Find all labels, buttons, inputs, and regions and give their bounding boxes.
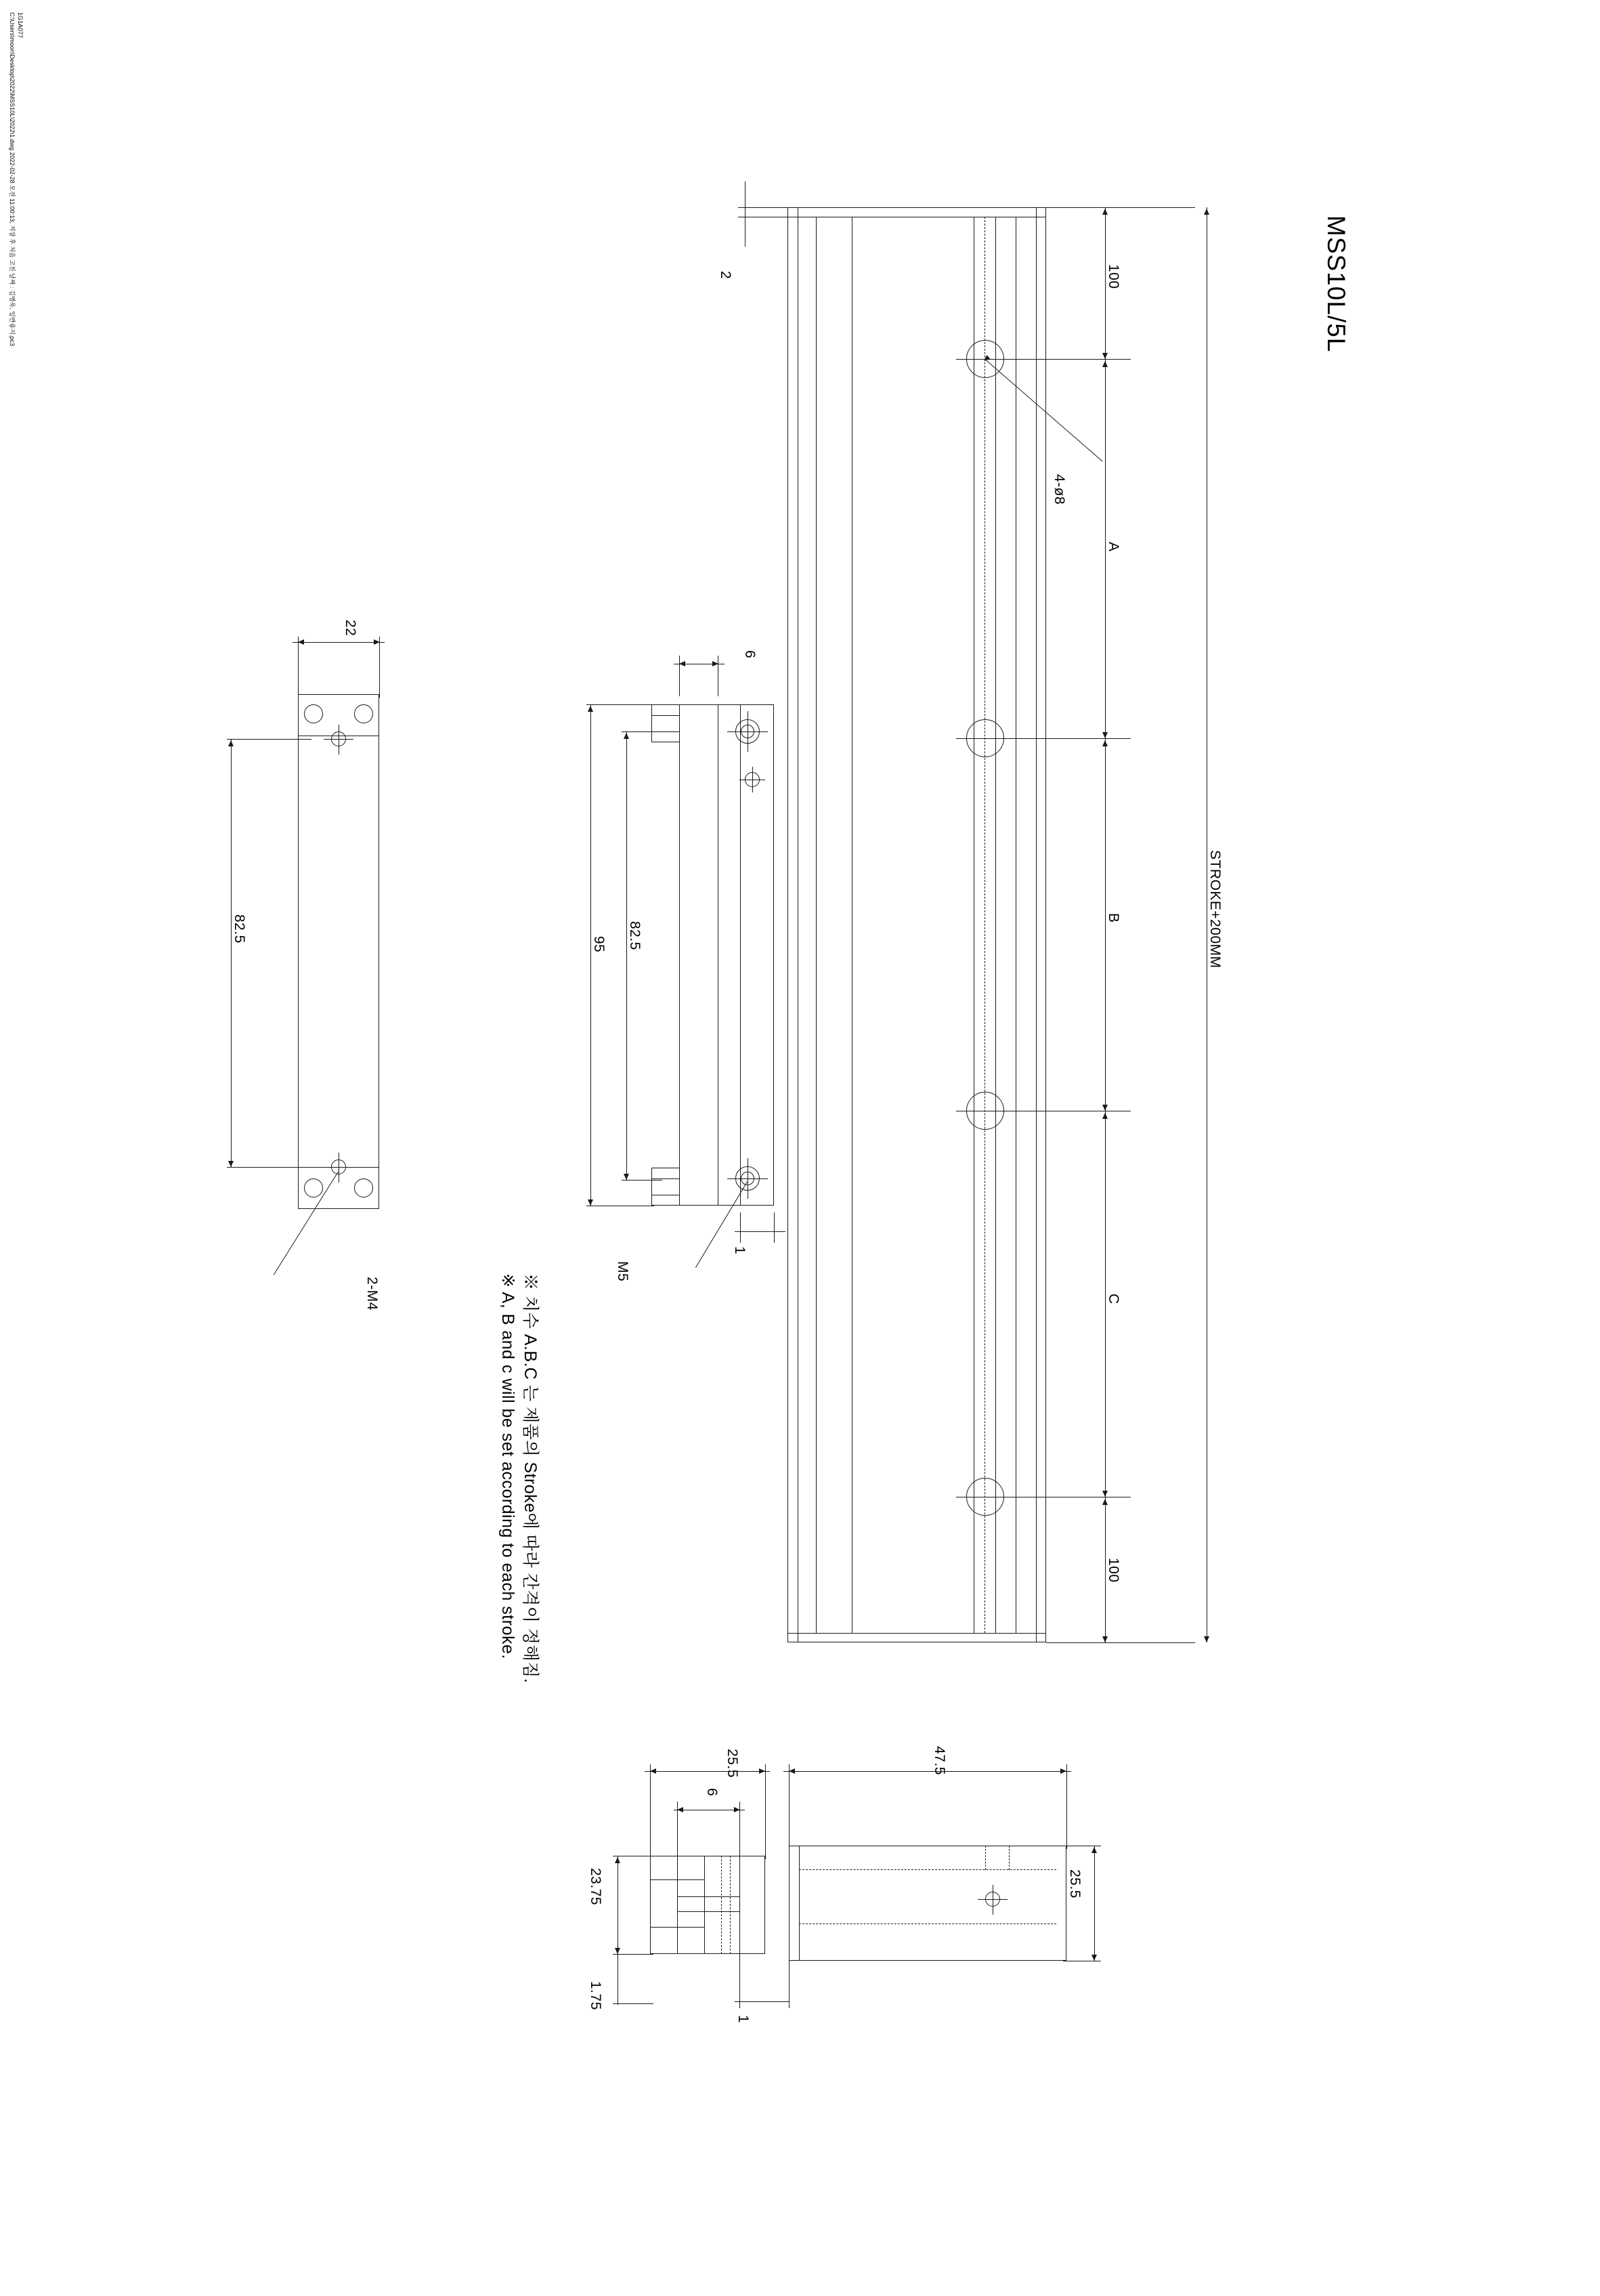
section-hidden-line [985, 1846, 986, 1870]
dim-label-1-section: 1 [735, 2015, 751, 2024]
dim-arrow-icon [1102, 353, 1108, 359]
dim-extension-line [740, 1212, 741, 1243]
dim-arrow-icon [1102, 209, 1108, 215]
dim-arrow-icon [759, 1768, 765, 1774]
dim-arrow-icon [228, 1161, 234, 1167]
carriage-end-bracket [651, 1168, 680, 1206]
dim-line [626, 731, 627, 1180]
dim-extension-line [298, 637, 299, 698]
section-hidden-line [799, 1923, 1056, 1924]
dim-extension-line [677, 1802, 678, 1860]
dim-extension-line [765, 1764, 766, 1859]
dim-extension-line [739, 1802, 740, 1860]
section-profile-line [650, 1879, 704, 1880]
dim-extension-line [1066, 1764, 1067, 1849]
dim-extension-line [1009, 738, 1131, 739]
rail-outline [787, 207, 1046, 1642]
dim-arrow-icon [624, 1174, 629, 1180]
dim-arrow-icon [615, 1857, 620, 1863]
rail-end-cap-line [787, 1633, 1046, 1634]
dim-label-100-top: 100 [1106, 264, 1121, 289]
dim-extension-line [622, 731, 662, 732]
dim-label-1: 1 [732, 1246, 748, 1255]
dim-extension-line [650, 1764, 651, 1859]
dim-extension-line [789, 1764, 790, 1849]
dim-extension-line [1009, 359, 1131, 360]
overall-dim-label: STROKE+200MM [1207, 850, 1223, 969]
dim-label-100-bottom: 100 [1106, 1558, 1121, 1583]
dim-label-1-75: 1.75 [588, 1981, 603, 2010]
dim-line [645, 1771, 770, 1772]
dim-line [735, 2001, 789, 2002]
dim-arrow-icon [1102, 361, 1108, 367]
dim-arrow-icon [1060, 1768, 1066, 1774]
dim-line [783, 1771, 1071, 1772]
dim-line [231, 739, 232, 1167]
dim-label-b: B [1106, 913, 1121, 923]
plate-corner-hole [354, 704, 373, 723]
dim-extension-line [379, 637, 380, 698]
m5-callout-label: M5 [615, 1261, 630, 1282]
dim-extension-line [613, 2003, 653, 2004]
dim-label-6-section: 6 [704, 1788, 720, 1797]
dim-label-25-5-right: 25.5 [1067, 1869, 1083, 1898]
dim-line [293, 642, 385, 643]
dim-label-c: C [1106, 1294, 1121, 1304]
dim-extension-line [739, 1954, 740, 2008]
dim-extension-line [586, 704, 654, 705]
dim-extension-line [613, 1954, 653, 1955]
dim-label-47-5: 47.5 [932, 1746, 947, 1775]
drawing-title: MSS10L/5L [1322, 215, 1350, 353]
dim-arrow-icon [298, 639, 304, 645]
rail-profile-line [816, 217, 817, 1633]
dim-line [590, 704, 591, 1206]
dim-arrow-icon [1102, 1113, 1108, 1119]
section-carriage-outline [650, 1856, 765, 1954]
dim-extension-line [227, 1167, 311, 1168]
section-profile-line [704, 1856, 705, 1954]
dim-line [1105, 207, 1106, 1642]
bracket-line [651, 1178, 680, 1179]
dim-arrow-icon [1102, 1636, 1108, 1642]
section-hidden-line [730, 1856, 731, 1954]
rail-profile-line [995, 217, 996, 1633]
section-profile-line [677, 1856, 678, 1954]
dim-label-25-5-left: 25.5 [725, 1749, 740, 1778]
dim-arrow-icon [588, 706, 593, 712]
dim-label-6: 6 [742, 650, 758, 659]
dim-arrow-icon [615, 1948, 620, 1954]
plate-corner-hole [354, 1178, 373, 1197]
dim-arrow-icon [1102, 1499, 1108, 1505]
bracket-line [651, 715, 680, 716]
file-path-stamp: C:\Users\moon\Desktop\2022\MSS10L\2022\1.dwg 2022-02-28 오전 11:00:13, 저장 후 처음 고친 날짜 : 김병욱, 일반용지.pc3 [9, 12, 16, 347]
dim-label-23-75: 23.75 [588, 1868, 603, 1906]
plate-corner-hole [304, 704, 323, 723]
dim-extension-line [227, 739, 311, 740]
m4-callout-label: 2-M4 [364, 1277, 380, 1311]
dim-arrow-icon [1204, 209, 1209, 215]
dim-label-a: A [1106, 542, 1121, 552]
section-profile-line [799, 1846, 800, 1961]
note-line-1: ※ 치수 A.B.C 는 제품의 Stroke에 따라 간격이 정해짐. [521, 1273, 540, 1684]
dim-extension-line [1046, 1642, 1195, 1643]
section-hidden-line [721, 1856, 722, 1954]
carriage-end-bracket [651, 704, 680, 742]
dim-arrow-icon [1204, 1636, 1209, 1642]
dim-arrow-icon [1102, 1105, 1108, 1111]
dim-arrow-icon [1102, 1491, 1108, 1497]
hole-callout-label: 4-ø8 [1052, 474, 1067, 505]
dim-line [735, 1231, 785, 1232]
dim-label-2: 2 [718, 271, 733, 280]
dim-extension-line [622, 1180, 662, 1181]
rail-edge-line [1036, 207, 1037, 1642]
section-hidden-line [799, 1869, 1056, 1870]
plate-outline [298, 694, 379, 1209]
dim-label-82-5-plate: 82.5 [232, 914, 247, 943]
section-profile-line [650, 1927, 704, 1928]
dim-extension-line [789, 1961, 790, 2008]
section-profile-line [739, 1856, 740, 1954]
dim-arrow-icon [712, 661, 718, 666]
dim-extension-line [774, 1212, 775, 1243]
dim-arrow-icon [650, 1768, 656, 1774]
dim-arrow-icon [228, 740, 234, 746]
dim-arrow-icon [1102, 740, 1108, 746]
dim-arrow-icon [1091, 1847, 1097, 1853]
plate-corner-hole [304, 1178, 323, 1197]
dim-arrow-icon [588, 1199, 593, 1206]
dim-extension-line [738, 207, 791, 208]
dim-label-95: 95 [591, 936, 607, 953]
note-line-2: ※ A, B and c will be set according to each stroke. [498, 1273, 517, 1659]
dim-arrow-icon [789, 1768, 795, 1774]
sheet-id-stamp: 1G1A077 [17, 12, 24, 39]
dim-arrow-icon [679, 661, 685, 666]
dim-arrow-icon [677, 1807, 683, 1812]
dim-label-22: 22 [343, 620, 358, 637]
dim-arrow-icon [624, 733, 629, 739]
dim-extension-line [1046, 207, 1195, 208]
dim-line [1094, 1846, 1095, 1961]
dim-label-82-5-carriage: 82.5 [627, 921, 643, 950]
hole-center-mark [752, 767, 753, 792]
dim-arrow-icon [1102, 732, 1108, 738]
section-hidden-line [1009, 1846, 1010, 1870]
hole-center-mark [956, 738, 1014, 739]
dim-arrow-icon [1091, 1955, 1097, 1961]
section-rail-outline [789, 1846, 1066, 1961]
